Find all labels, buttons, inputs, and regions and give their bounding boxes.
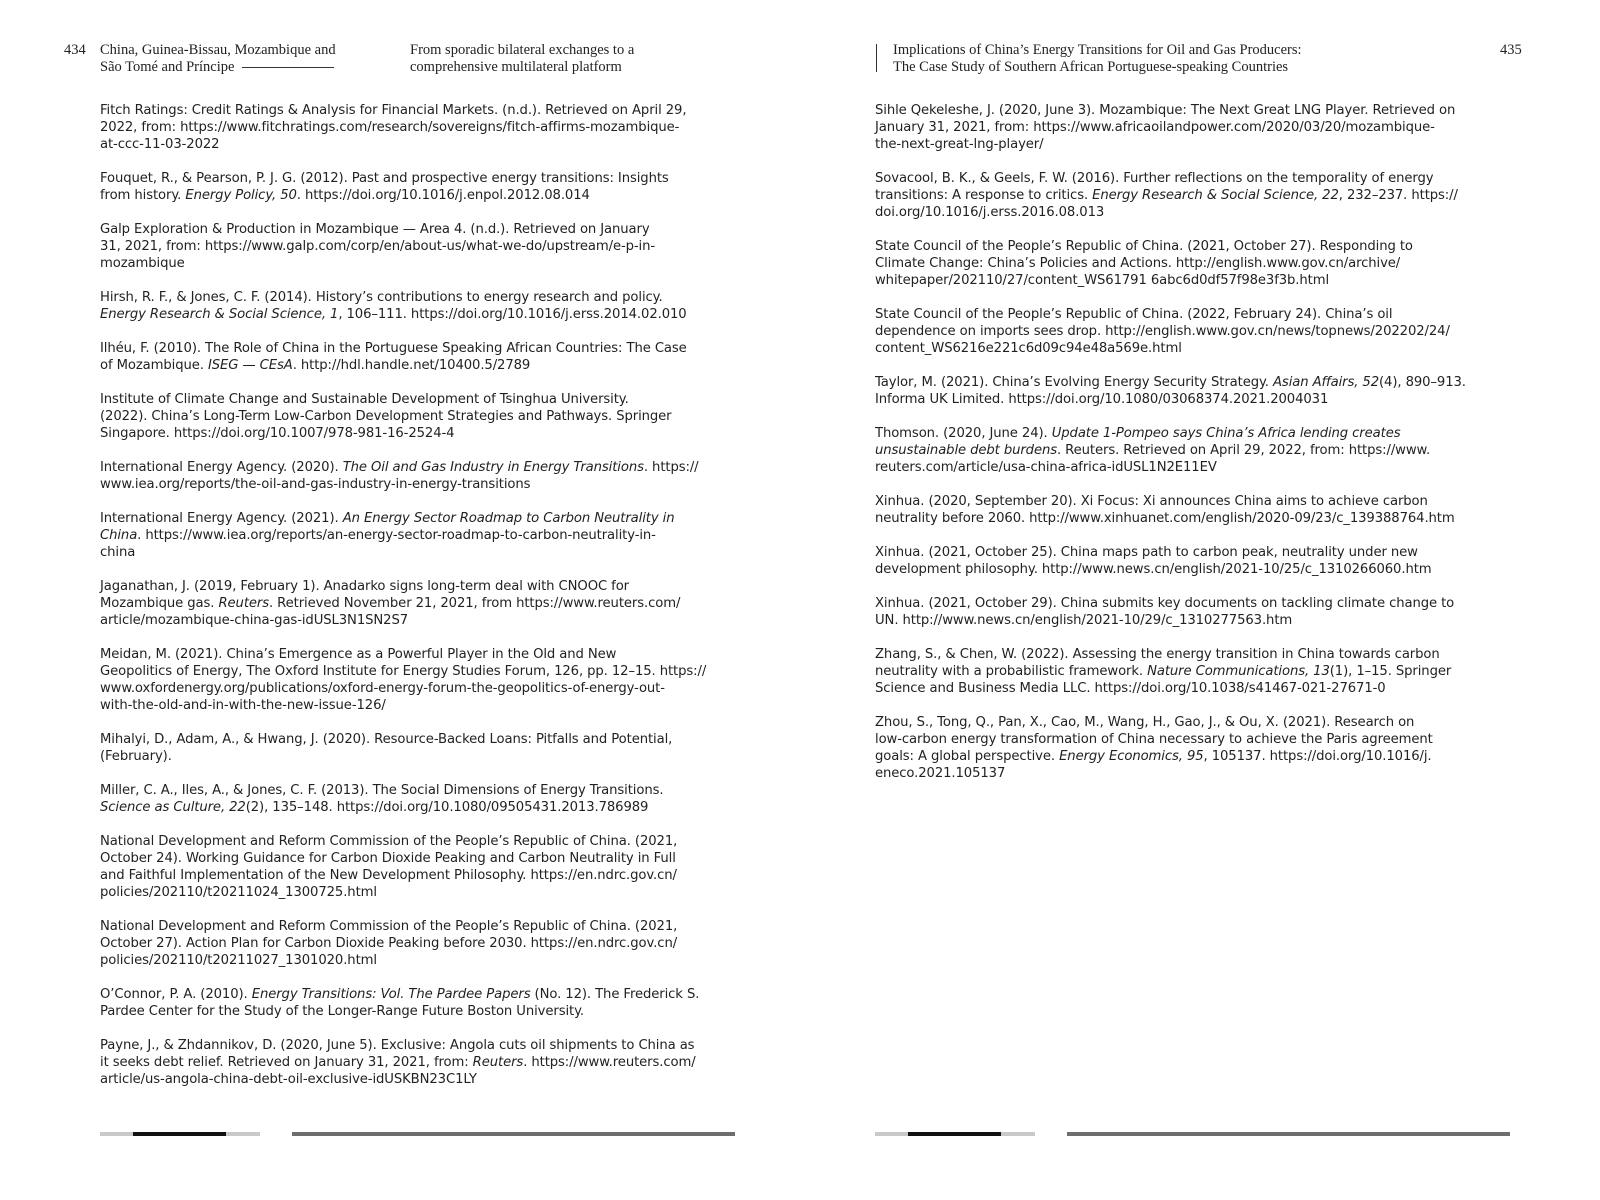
reference-text: mozambique [100,256,185,271]
reference-entry [100,170,740,204]
page-number: 435 [1500,42,1522,58]
reference-text: O’Connor, P. A. (2010). [100,987,252,1002]
reference-italic-text: Energy Research & Social Science, 1 [100,307,339,322]
reference-line [875,187,1515,204]
reference-text: (1), 1–15. Springer [1329,664,1452,679]
reference-entry [875,544,1515,578]
footer-bar-short [100,1132,260,1136]
running-head-line: The Case Study of Southern African Portuguese-speaking Countries [893,59,1289,75]
running-head-line: China, Guinea-Bissau, Mozambique and [100,42,336,58]
reference-text: . https://www.reuters.com/ [523,1055,696,1070]
reference-line [100,1037,740,1054]
reference-italic-text: An Energy Sector Roadmap to Carbon Neutrality in [342,511,675,526]
reference-line [875,119,1515,136]
reference-text: International Energy Agency. (2020). [100,460,343,475]
reference-entry [100,578,740,629]
reference-line [875,765,1515,782]
reference-line [875,595,1515,612]
reference-entry [875,102,1515,153]
reference-line [100,918,740,935]
reference-text: it seeks debt relief. Retrieved on January 31, 2021, from: [100,1055,473,1070]
reference-line [100,612,740,629]
reference-italic-text: Nature Communications, 13 [1147,664,1330,679]
footer-bar-short [875,1132,1035,1136]
reference-text: National Development and Reform Commission of the People’s Republic of China. (2021, [100,919,678,934]
reference-italic-text: Asian Affairs, 52 [1273,375,1379,390]
reference-text: and Faithful Implementation of the New Development Philosophy. https://en.ndrc.gov.cn/ [100,868,677,883]
reference-line [100,867,740,884]
reference-text: (February). [100,749,172,764]
reference-line [100,476,740,493]
reference-text: , 105137. https://doi.org/10.1016/j. [1203,749,1432,764]
reference-list [875,102,1515,799]
reference-text: policies/202110/t20211024_1300725.html [100,885,377,900]
reference-line [875,459,1515,476]
reference-line [875,102,1515,119]
reference-line [875,323,1515,340]
reference-text: development philosophy. http://www.news.cn/english/2021-10/25/c_1310266060.htm [875,562,1432,577]
reference-line [100,221,740,238]
reference-entry [100,833,740,901]
reference-text: neutrality before 2060. http://www.xinhuanet.com/english/2020-09/23/c_139388764.htm [875,511,1455,526]
reference-line [100,510,740,527]
reference-line [100,255,740,272]
reference-entry [100,510,740,561]
running-head-line: comprehensive multilateral platform [410,59,622,75]
reference-text: Thomson. (2020, June 24). [875,426,1052,441]
reference-text: Mozambique gas. [100,596,219,611]
reference-text: October 24). Working Guidance for Carbon Dioxide Peaking and Carbon Neutrality in Full [100,851,676,866]
reference-italic-text: Energy Economics, 95 [1059,749,1204,764]
reference-line [100,136,740,153]
reference-list [100,102,740,1105]
reference-text: . Reuters. Retrieved on April 29, 2022, from: https://www. [1057,443,1431,458]
reference-line [875,680,1515,697]
reference-italic-text: China [100,528,138,543]
reference-text: . https:// [643,460,699,475]
reference-text: 31, 2021, from: https://www.galp.com/corp/en/about-us/what-we-do/upstream/e-p-in- [100,239,656,254]
reference-text: Pardee Center for the Study of the Longer-Range Future Boston University. [100,1004,585,1019]
reference-text: the-next-great-lng-player/ [875,137,1044,152]
reference-text: Miller, C. A., Iles, A., & Jones, C. F. (2013). The Social Dimensions of Energy Transitions. [100,783,664,798]
reference-line [100,663,740,680]
reference-entry [100,391,740,442]
reference-text: UN. http://www.news.cn/english/2021-10/29/c_1310277563.htm [875,613,1293,628]
reference-text: October 27). Action Plan for Carbon Dioxide Peaking before 2030. https://en.ndrc.gov.cn/ [100,936,678,951]
reference-line [875,391,1515,408]
reference-line [100,595,740,612]
reference-text: www.iea.org/reports/the-oil-and-gas-industry-in-energy-transitions [100,477,531,492]
reference-line [875,663,1515,680]
reference-line [100,425,740,442]
reference-text: at-ccc-11-03-2022 [100,137,220,152]
reference-text: Fouquet, R., & Pearson, P. J. G. (2012). Past and prospective energy transitions: Insights [100,171,669,186]
running-head-section [410,42,634,76]
reference-text: Zhou, S., Tong, Q., Pan, X., Cao, M., Wang, H., Gao, J., & Ou, X. (2021). Research on [875,715,1415,730]
reference-line [100,1054,740,1071]
reference-text: State Council of the People’s Republic of China. (2021, October 27). Responding to [875,239,1413,254]
reference-line [100,782,740,799]
footer-bar-long [1067,1132,1510,1136]
head-rule [242,67,334,68]
reference-text: Payne, J., & Zhdannikov, D. (2020, June 5). Exclusive: Angola cuts oil shipments to China as [100,1038,695,1053]
reference-text: State Council of the People’s Republic of China. (2022, February 24). China’s oil [875,307,1393,322]
reference-text: Science and Business Media LLC. https://doi.org/10.1038/s41467-021-27671-0 [875,681,1386,696]
reference-line [100,986,740,1003]
reference-text: china [100,545,136,560]
reference-line [100,680,740,697]
head-divider [876,44,877,72]
reference-italic-text: Update 1-Pompeo says China’s Africa lending creates [1051,426,1401,441]
reference-text: Fitch Ratings: Credit Ratings & Analysis for Financial Markets. (n.d.). Retrieved on April 29, [100,103,687,118]
reference-text: Geopolitics of Energy, The Oxford Institute for Energy Studies Forum, 126, pp. 12–15. https:// [100,664,707,679]
reference-line [100,646,740,663]
reference-italic-text: Energy Research & Social Science, 22 [1092,188,1339,203]
reference-line [100,731,740,748]
reference-text: transitions: A response to critics. [875,188,1093,203]
reference-text: neutrality with a probabilistic framework. [875,664,1148,679]
page-number: 434 [64,42,86,58]
reference-line [875,442,1515,459]
reference-text: of Mozambique. [100,358,208,373]
reference-text: Galp Exploration & Production in Mozambique — Area 4. (n.d.). Retrieved on January [100,222,650,237]
reference-italic-text: ISEG — CEsA [207,358,293,373]
reference-text: Jaganathan, J. (2019, February 1). Anadarko signs long-term deal with CNOOC for [100,579,630,594]
reference-entry [875,714,1515,782]
reference-text: doi.org/10.1016/j.erss.2016.08.013 [875,205,1105,220]
reference-line [875,493,1515,510]
reference-entry [100,986,740,1020]
running-head-line: Implications of China’s Energy Transitions for Oil and Gas Producers: [893,42,1302,58]
reference-text: . Retrieved November 21, 2021, from https://www.reuters.com/ [269,596,681,611]
reference-text: eneco.2021.105137 [875,766,1006,781]
reference-text: whitepaper/202110/27/content_WS61791 6abc6d0df57f98e3f3b.html [875,273,1330,288]
running-head-line: São Tomé and Príncipe [100,59,235,75]
reference-text: Singapore. https://doi.org/10.1007/978-981-16-2524-4 [100,426,455,441]
reference-line [875,170,1515,187]
reference-line [100,544,740,561]
reference-text: Hirsh, R. F., & Jones, C. F. (2014). History’s contributions to energy research and policy. [100,290,663,305]
reference-line [875,255,1515,272]
reference-text: goals: A global perspective. [875,749,1060,764]
reference-text: Sihle Qekeleshe, J. (2020, June 3). Mozambique: The Next Great LNG Player. Retrieved on [875,103,1456,118]
reference-line [100,357,740,374]
reference-italic-text: The Oil and Gas Industry in Energy Transitions [342,460,644,475]
reference-text: . http://hdl.handle.net/10400.5/2789 [292,358,531,373]
reference-entry [100,221,740,272]
reference-line [875,272,1515,289]
reference-text: Informa UK Limited. https://doi.org/10.1080/03068374.2021.2004031 [875,392,1329,407]
reference-italic-text: Reuters [472,1055,524,1070]
running-head-chapter [893,42,1302,76]
reference-line [875,646,1515,663]
reference-entry [100,1037,740,1088]
reference-line [100,238,740,255]
reference-text: Xinhua. (2020, September 20). Xi Focus: Xi announces China aims to achieve carbon [875,494,1428,509]
reference-text: January 31, 2021, from: https://www.africaoilandpower.com/2020/03/20/mozambique- [875,120,1435,135]
reference-entry [875,306,1515,357]
reference-text: policies/202110/t20211027_1301020.html [100,953,377,968]
reference-entry [100,102,740,153]
running-head-line: From sporadic bilateral exchanges to a [410,42,635,58]
reference-line [875,136,1515,153]
reference-entry [100,918,740,969]
reference-line [875,374,1515,391]
reference-line [100,306,740,323]
reference-line [875,714,1515,731]
reference-italic-text: Energy Transitions: Vol. The Pardee Papers [251,987,531,1002]
reference-line [100,1071,740,1088]
reference-line [100,884,740,901]
reference-text: from history. [100,188,186,203]
reference-entry [875,646,1515,697]
reference-line [100,289,740,306]
reference-italic-text: Reuters [218,596,269,611]
reference-text: , 232–237. https:// [1338,188,1458,203]
reference-entry [875,238,1515,289]
reference-entry [100,289,740,323]
reference-text: Institute of Climate Change and Sustainable Development of Tsinghua University. [100,392,629,407]
reference-text: Xinhua. (2021, October 29). China submits key documents on tackling climate change to [875,596,1455,611]
reference-line [875,612,1515,629]
reference-text: www.oxfordenergy.org/publications/oxford-energy-forum-the-geopolitics-of-energy-out- [100,681,665,696]
reference-text: . https://doi.org/10.1016/j.enpol.2012.08.014 [296,188,590,203]
reference-italic-text: Science as Culture, 22 [100,800,246,815]
reference-entry [875,374,1515,408]
reference-line [875,306,1515,323]
reference-line [100,833,740,850]
reference-text: (No. 12). The Frederick S. [530,987,700,1002]
reference-entry [875,425,1515,476]
reference-entry [100,340,740,374]
reference-text: Taylor, M. (2021). China’s Evolving Energy Security Strategy. [875,375,1273,390]
reference-entry [100,782,740,816]
reference-italic-text: unsustainable debt burdens [875,443,1057,458]
reference-entry [100,459,740,493]
reference-line [100,799,740,816]
reference-line [875,561,1515,578]
reference-line [100,408,740,425]
reference-text: with-the-old-and-in-with-the-new-issue-126/ [100,698,386,713]
reference-line [100,952,740,969]
reference-text: content_WS6216e221c6d09c94e48a569e.html [875,341,1182,356]
reference-italic-text: Energy Policy, 50 [185,188,297,203]
reference-text: low-carbon energy transformation of China necessary to achieve the Paris agreement [875,732,1433,747]
reference-text: article/mozambique-china-gas-idUSL3N1SN2S7 [100,613,408,628]
reference-line [100,187,740,204]
reference-line [100,850,740,867]
reference-line [875,425,1515,442]
reference-text: (2022). China’s Long-Term Low-Carbon Development Strategies and Pathways. Springer [100,409,672,424]
reference-line [875,510,1515,527]
reference-text: National Development and Reform Commission of the People’s Republic of China. (2021, [100,834,678,849]
reference-line [100,340,740,357]
reference-line [100,391,740,408]
reference-line [875,731,1515,748]
reference-line [100,935,740,952]
reference-line [100,102,740,119]
reference-line [100,170,740,187]
reference-line [875,204,1515,221]
reference-text: Ilhéu, F. (2010). The Role of China in the Portuguese Speaking African Countries: The Case [100,341,687,356]
reference-text: Mihalyi, D., Adam, A., & Hwang, J. (2020). Resource-Backed Loans: Pitfalls and Potential, [100,732,673,747]
reference-entry [100,731,740,765]
reference-line [100,119,740,136]
reference-entry [875,595,1515,629]
reference-line [875,544,1515,561]
reference-text: . https://www.iea.org/reports/an-energy-sector-roadmap-to-carbon-neutrality-in- [137,528,656,543]
reference-text: article/us-angola-china-debt-oil-exclusive-idUSKBN23C1LY [100,1072,477,1087]
reference-text: 2022, from: https://www.fitchratings.com/research/sovereigns/fitch-affirms-mozambique- [100,120,680,135]
reference-line [875,238,1515,255]
reference-text: dependence on imports sees drop. http://english.www.gov.cn/news/topnews/202202/24/ [875,324,1450,339]
reference-text: , 106–111. https://doi.org/10.1016/j.erss.2014.02.010 [338,307,687,322]
reference-text: Meidan, M. (2021). China’s Emergence as a Powerful Player in the Old and New [100,647,617,662]
reference-text: International Energy Agency. (2021). [100,511,343,526]
reference-text: (2), 135–148. https://doi.org/10.1080/09505431.2013.786989 [245,800,649,815]
reference-entry [875,493,1515,527]
reference-text: Zhang, S., & Chen, W. (2022). Assessing the energy transition in China towards carbon [875,647,1440,662]
reference-line [100,578,740,595]
footer-bar-long [292,1132,735,1136]
reference-text: (4), 890–913. [1379,375,1466,390]
reference-entry [100,646,740,714]
reference-entry [875,170,1515,221]
reference-text: reuters.com/article/usa-china-africa-idUSL1N2E11EV [875,460,1217,475]
reference-text: Sovacool, B. K., & Geels, F. W. (2016). Further reflections on the temporality of energy [875,171,1434,186]
right-page [800,0,1600,1200]
reference-line [100,459,740,476]
reference-line [100,1003,740,1020]
reference-line [875,340,1515,357]
reference-line [875,748,1515,765]
reference-text: Xinhua. (2021, October 25). China maps path to carbon peak, neutrality under new [875,545,1418,560]
reference-line [100,697,740,714]
reference-line [100,748,740,765]
reference-text: Climate Change: China’s Policies and Actions. http://english.www.gov.cn/archive/ [875,256,1401,271]
reference-line [100,527,740,544]
running-head-chapter [100,42,336,76]
